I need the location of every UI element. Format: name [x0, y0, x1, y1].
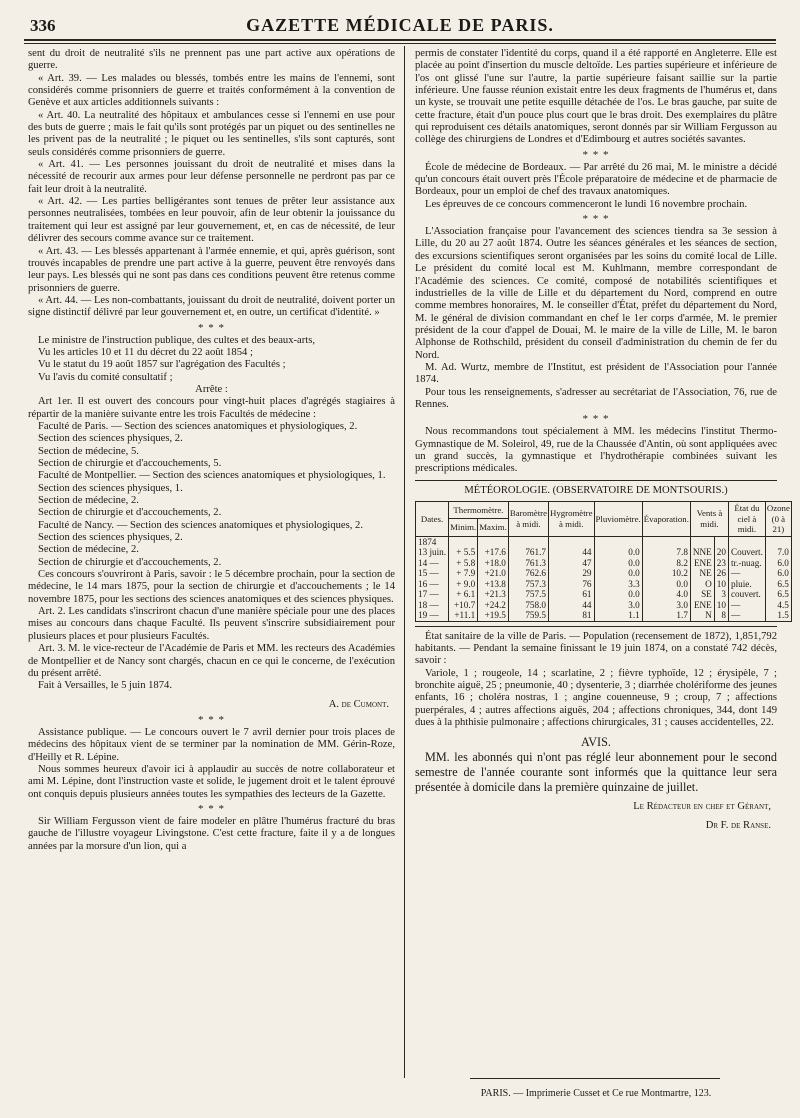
- table-cell: 44: [548, 547, 594, 558]
- table-cell: 8.2: [642, 558, 690, 569]
- table-cell: + 7.9: [449, 568, 478, 579]
- table-cell: 757.5: [508, 589, 548, 600]
- table-cell: 19 —: [416, 610, 449, 621]
- table-cell: + 9.0: [449, 579, 478, 590]
- table-cell: +10.7: [449, 600, 478, 611]
- notice-text: MM. les abonnés qui n'ont pas réglé leur abonnement pour le second semestre de l'année courante sont informés que la quittance leur sera présentée à domicile dans la première quinzaine de juillet.: [415, 750, 777, 795]
- table-cell: 0.0: [642, 579, 690, 590]
- table-cell: 3: [714, 589, 728, 600]
- faculty-line: Section de chirurgie et d'accouchements, 2.: [38, 507, 222, 519]
- meteo-table-body: [416, 536, 792, 621]
- decree-line: Le ministre de l'instruction publique, des cultes et des beaux-arts,: [38, 334, 315, 346]
- signature: A. de Cumont.: [328, 698, 389, 710]
- article-42: « Art. 42. — Les parties belligérantes sont tenues de prêter leur assistance aux personnes neutralisées, tombées en leur pouvoir, afin de leur obtenir la jouissance du traitement qui leur est assigné par leur gouvernement, et, en cas de nécessité, de leur délivrer des secours comme avance sur ce traitement.: [28, 196, 395, 245]
- faculty-line: Section de chirurgie et d'accouchements, 5.: [38, 458, 222, 469]
- article-41: « Art. 41. — Les personnes jouissant du droit de neutralité et mises dans la nécessité de recourir aux armes pour leur défense personnelle ne perdront pas par ce fait leur droit à la neutralité.: [28, 159, 395, 195]
- table-cell: [690, 536, 714, 547]
- table-cell: 762.6: [508, 568, 548, 579]
- table-cell: 13 juin.: [416, 547, 449, 558]
- table-cell: N: [690, 610, 714, 621]
- table-cell: 61: [548, 589, 594, 600]
- table-cell: 6.0: [765, 568, 791, 579]
- table-cell: 17 —: [416, 589, 449, 600]
- paragraph: Fait à Versailles, le 5 juin 1874.: [38, 680, 172, 692]
- meteo-table: [415, 501, 792, 622]
- table-cell: +24.2: [478, 600, 509, 611]
- meteo-title: MÉTÉOROLOGIE. (OBSERVATOIRE DE MONTSOURIS.): [464, 484, 728, 496]
- paragraph: sent du droit de neutralité s'ils ne prennent pas une part active aux opérations de guerre.: [28, 48, 395, 72]
- table-cell: + 5.8: [449, 558, 478, 569]
- article-40: « Art. 40. La neutralité des hôpitaux et ambulances cesse si l'ennemi en use pour des buts de guerre ; mais le fait qu'ils sont protégés par un piquet ou des sentinelles ne les privent pas de la neutralité ; le piquet ou les sentinelles, s'ils sont capturés, sont seuls considérés comme prisonniers de guerre.: [28, 109, 395, 158]
- table-row: [416, 536, 792, 547]
- table-cell: 10: [714, 579, 728, 590]
- table-cell: 20: [714, 547, 728, 558]
- paragraph: Pour tous les renseignements, s'adresser au secrétariat de l'Association, 76, rue de Rennes.: [415, 386, 777, 410]
- section-separator: * * *: [582, 413, 610, 426]
- table-cell: 44: [548, 600, 594, 611]
- printer-line: PARIS. — Imprimerie Cusset et Ce rue Montmartre, 123.: [480, 1088, 712, 1099]
- table-cell: NE: [690, 568, 714, 579]
- table-cell: 15 —: [416, 568, 449, 579]
- section-separator: * * *: [198, 321, 225, 334]
- table-cell: 0.0: [594, 558, 642, 569]
- table-cell: tr.-nuag.: [728, 558, 765, 569]
- decree-line: Vu les articles 10 et 11 du décret du 22 août 1854 ;: [38, 346, 253, 358]
- table-cell: 3.3: [594, 579, 642, 590]
- table-row: [416, 589, 792, 600]
- table-cell: 761.7: [508, 547, 548, 558]
- table-cell: +18.0: [478, 558, 509, 569]
- table-cell: +17.6: [478, 547, 509, 558]
- paragraph: Assistance publique. — Le concours ouvert le 7 avril dernier pour trois places de médecins des hôpitaux vient de se terminer par la nomination de MM. Gérin-Roze, d'Heilly et R. Lépine.: [28, 726, 395, 763]
- table-header: Ozone (0 à 21): [766, 503, 790, 534]
- table-cell: —: [728, 600, 765, 611]
- paragraph: M. Ad. Wurtz, membre de l'Institut, est président de l'Association pour l'année 1874.: [415, 361, 777, 386]
- right-column: [415, 48, 790, 836]
- faculty-line: Section des sciences physiques, 2.: [38, 433, 183, 445]
- divider: [415, 480, 777, 481]
- decree-article-1: Art 1er. Il est ouvert des concours pour vingt-huit places d'agrégés stagiaires à répartir de la manière suivante entre les trois Facultés de médecine :: [28, 396, 395, 420]
- table-cell: [478, 536, 509, 547]
- paragraph: Art. 3. M. le vice-recteur de l'Académie de Paris et MM. les recteurs des Académies de Montpellier et de Nancy sont chargés, chacun en ce qui le concerne, de l'exécution du présent arrêté.: [28, 643, 395, 679]
- table-cell: 6.0: [765, 558, 791, 569]
- section-separator: * * *: [582, 213, 610, 226]
- section-separator: * * *: [582, 148, 610, 161]
- table-cell: —: [728, 568, 765, 579]
- table-cell: 0.0: [594, 568, 642, 579]
- faculty-line: Section des sciences physiques, 2.: [38, 532, 183, 544]
- table-row: [416, 610, 792, 621]
- faculty-line: Section de médecine, 2.: [38, 495, 139, 507]
- table-cell: + 5.5: [449, 547, 478, 558]
- notice-title: AVIS.: [581, 735, 611, 750]
- table-cell: 76: [548, 579, 594, 590]
- table-row: [416, 600, 792, 611]
- table-header: Pluviomètre.: [594, 502, 642, 537]
- table-cell: [642, 536, 690, 547]
- table-header: Minim.: [449, 519, 478, 536]
- table-header: Hygromètre à midi.: [548, 502, 594, 537]
- table-cell: 3.0: [594, 600, 642, 611]
- table-cell: +13.8: [478, 579, 509, 590]
- table-cell: [449, 536, 478, 547]
- faculty-line: Faculté de Montpellier. — Section des sciences anatomiques et physiologiques, 1.: [38, 470, 386, 482]
- table-cell: 14 —: [416, 558, 449, 569]
- table-cell: 3.0: [642, 600, 690, 611]
- page-title: GAZETTE MÉDICALE DE PARIS.: [246, 15, 554, 35]
- table-header: Vents à midi.: [690, 502, 728, 537]
- table-row: [416, 579, 792, 590]
- article-43: « Art. 43. — Les blessés appartenant à l'armée ennemie, et qui, après guérison, sont trouvés incapables de prendre une part active à la guerre, peuvent être renvoyés dans leur pays. Les blessés qui ne sont pas dans ces conditions peuvent être retenus comme prisonniers de guerre.: [28, 245, 395, 294]
- table-cell: 7.0: [765, 547, 791, 558]
- table-cell: 81: [548, 610, 594, 621]
- table-cell: [728, 536, 765, 547]
- table-cell: + 6.1: [449, 589, 478, 600]
- table-cell: 18 —: [416, 600, 449, 611]
- article-39: « Art. 39. — Les malades ou blessés, tombés entre les mains de l'ennemi, sont considérés comme prisonniers de guerre et traités conformément à la convention de Genève et aux articles additionnels suivants :: [28, 72, 395, 109]
- table-cell: [765, 536, 791, 547]
- table-cell: O: [690, 579, 714, 590]
- table-header: Baromètre à midi.: [508, 502, 548, 537]
- divider: [415, 626, 777, 627]
- table-cell: [594, 536, 642, 547]
- article-44: « Art. 44. — Les non-combattants, jouissant du droit de neutralité, doivent porter un signe distinctif délivré par leur gouvernement et, en outre, un certificat d'identité. »: [28, 294, 395, 319]
- table-cell: 1874: [416, 536, 449, 547]
- table-cell: 47: [548, 558, 594, 569]
- decree-line: Vu le statut du 19 août 1857 sur l'agrégation des Facultés ;: [38, 359, 286, 371]
- table-cell: 1.1: [594, 610, 642, 621]
- paragraph: Sir William Fergusson vient de faire modeler en plâtre l'humérus fracturé du bras gauche de l'illustre voyageur Livingstone. C'est cette fracture, faite il y a de longues années par la morsure d'un lion, qui a: [28, 815, 395, 852]
- decree-line: Vu l'avis du comité consultatif ;: [38, 371, 173, 383]
- table-cell: +21.3: [478, 589, 509, 600]
- header-rule-thin: [24, 43, 776, 44]
- table-cell: Couvert.: [728, 547, 765, 558]
- paragraph: État sanitaire de la ville de Paris. — Population (recensement de 1872), 1,851,792 habitants. — Pendant la semaine finissant le 19 juin 1874, on a constaté 742 décès, savoir :: [415, 630, 777, 667]
- paragraph: Variole, 1 ; rougeole, 14 ; scarlatine, 2 ; fièvre typhoïde, 12 ; érysipèle, 7 ; bronchite aiguë, 25 ; pneumonie, 40 ; dysenterie, 3 ; diarrhée cholériforme des jeunes enfants, 16 ; choléra nostras, 1 ; angine couenneuse, 9 ; croup, 7 ; affections puerpérales, 4 ; autres affections aiguës, 204 ; affections chroniques, 344, dont 149 dues à la phthisie pulmonaire ; affections chirurgicales, 31 ; causes accidentelles, 22.: [415, 667, 777, 728]
- table-cell: 6.5: [765, 579, 791, 590]
- table-cell: 4.5: [765, 600, 791, 611]
- table-cell: 16 —: [416, 579, 449, 590]
- table-cell: +11.1: [449, 610, 478, 621]
- table-cell: 759.5: [508, 610, 548, 621]
- notice-box: [415, 735, 777, 795]
- editor-name: Dr F. de Ranse.: [705, 819, 771, 831]
- table-cell: —: [728, 610, 765, 621]
- table-cell: 10.2: [642, 568, 690, 579]
- paragraph: permis de constater l'identité du corps, quand il a été rapporté en Angleterre. Elle est placée au point d'insertion du muscle deltoïde. Les parties supérieure et inférieure de l'os ont glissé l'une sur l'autre, la partie supérieure faisant saillie sur la partie inférieure. Une fausse réunion existait entre les deux fragments de l'humérus et, dans un kyste, se trouvait une petite esquille détachée de l'os. Le bras gauche, par suite de cette fracture, était d'un pouce plus court que le bras droit. Des exemplaires du plâtre qui reproduisent ces détails anatomiques, seront donnés par sir William Fergusson au collège des chirurgiens de Londres et d'Edimbourg et autres sociétés savantes.: [415, 48, 777, 146]
- editor-line: Le Rédacteur en chef et Gérant,: [633, 801, 771, 813]
- table-cell: 6.5: [765, 589, 791, 600]
- paragraph: Nous recommandons tout spécialement à MM. les médecins l'institut Thermo-Gymnastique de M. Soleirol, 49, rue de la Chaussée d'Antin, où sont appliquées avec un grand succès, la gymnastique et l'hydrothérapie combinées suivant les prescriptions médicales.: [415, 426, 777, 475]
- faculty-line: Section de médecine, 2.: [38, 544, 139, 556]
- table-cell: pluie.: [728, 579, 765, 590]
- header-rule: [24, 39, 776, 41]
- page-header: [24, 14, 776, 38]
- paragraph: Les épreuves de ce concours commenceront le lundi 16 novembre prochain.: [425, 198, 748, 210]
- paragraph: Art. 2. Les candidats s'inscriront chacun d'une manière spéciale pour une des places mises au concours dans chaque Faculté. Ils peuvent s'inscrire subsidiairement pour plusieurs places et pour plusieurs Facultés.: [28, 606, 395, 642]
- left-column: [28, 48, 395, 853]
- table-row: [416, 558, 792, 569]
- section-separator: * * *: [198, 713, 225, 726]
- table-header: Thermomètre.: [449, 502, 509, 519]
- faculty-line: Section de chirurgie et d'accouchements, 2.: [38, 556, 222, 568]
- table-header: Maxim.: [478, 519, 509, 536]
- table-cell: 10: [714, 600, 728, 611]
- table-cell: 4.0: [642, 589, 690, 600]
- table-header: Dates.: [416, 502, 449, 537]
- table-cell: 8: [714, 610, 728, 621]
- section-separator: * * *: [198, 802, 225, 815]
- table-cell: 758.0: [508, 600, 548, 611]
- table-cell: +19.5: [478, 610, 509, 621]
- table-row: [416, 547, 792, 558]
- table-row: [416, 568, 792, 579]
- table-cell: 26: [714, 568, 728, 579]
- table-cell: +21.0: [478, 568, 509, 579]
- paragraph: L'Association française pour l'avancement des sciences tiendra sa 3e session à Lille, du 20 au 27 août 1874. Outre les séances générales et les séances de section, des excursions scientifiques seront organisées par les soins du comité local de Lille. Le président du comité local est M. Kuhlmann, membre correspondant de l'Académie des sciences. Ce comité, composé de notabilités scientifiques et industrielles de la ville de Lille et du département du Nord, comprend en outre comme membres honoraires, M. le conseiller d'État, préfet du département du Nord, M. le général de division commandant en chef le 1er corps d'armée, M. le premier président de la cour d'appel de Douai, M. le maire de la ville de Lille, M. le baron Alphonse de Rothschild, président du conseil d'administration du chemin de fer du Nord.: [415, 226, 777, 361]
- table-cell: 23: [714, 558, 728, 569]
- table-cell: ENE: [690, 558, 714, 569]
- table-cell: [714, 536, 728, 547]
- faculty-line: Faculté de Nancy. — Section des sciences anatomiques et physiologiques, 2.: [38, 519, 363, 531]
- table-cell: 761.3: [508, 558, 548, 569]
- table-cell: [548, 536, 594, 547]
- column-divider: [404, 46, 405, 1078]
- table-cell: 7.8: [642, 547, 690, 558]
- table-header: Évaporation.: [642, 502, 690, 537]
- paragraph: École de médecine de Bordeaux. — Par arrêté du 26 mai, M. le ministre a décidé qu'un concours était ouvert près l'École préparatoire de médecine et de pharmacie de Bordeaux, pour un emploi de chef des travaux anatomiques.: [415, 161, 777, 198]
- table-cell: 29: [548, 568, 594, 579]
- faculty-line: Section des sciences physiques, 1.: [38, 482, 183, 494]
- table-cell: SE: [690, 589, 714, 600]
- footer-rule: [470, 1078, 720, 1079]
- decree-arrete: Arrête :: [195, 383, 228, 395]
- table-cell: 0.0: [594, 589, 642, 600]
- table-cell: 1.5: [765, 610, 791, 621]
- table-cell: 757.3: [508, 579, 548, 590]
- faculty-line: Faculté de Paris. — Section des sciences anatomiques et physiologiques, 2.: [38, 420, 358, 432]
- table-cell: couvert.: [728, 589, 765, 600]
- page-number: 336: [30, 16, 56, 35]
- paragraph: Nous sommes heureux d'avoir ici à applaudir au succès de notre collaborateur et ami M. Lépine, dont l'instruction vaste et solide, le jugement droit et le talent éprouvé ont conquis depuis plusieurs années toutes les sympathies des lecteurs de la Gazette.: [28, 763, 395, 800]
- table-header: État du ciel à midi.: [728, 502, 765, 537]
- table-cell: 0.0: [594, 547, 642, 558]
- table-cell: ENE: [690, 600, 714, 611]
- paragraph: Ces concours s'ouvriront à Paris, savoir : le 5 décembre prochain, pour la section de médecine, le 14 mars 1875, pour la section de chirurgie et d'accouchements ; le 14 novembre 1875, pour les sections des sciences anatomiques et des sciences physiques.: [28, 569, 395, 605]
- table-cell: 1.7: [642, 610, 690, 621]
- table-cell: [508, 536, 548, 547]
- faculty-line: Section de médecine, 5.: [38, 445, 139, 457]
- table-cell: NNE: [690, 547, 714, 558]
